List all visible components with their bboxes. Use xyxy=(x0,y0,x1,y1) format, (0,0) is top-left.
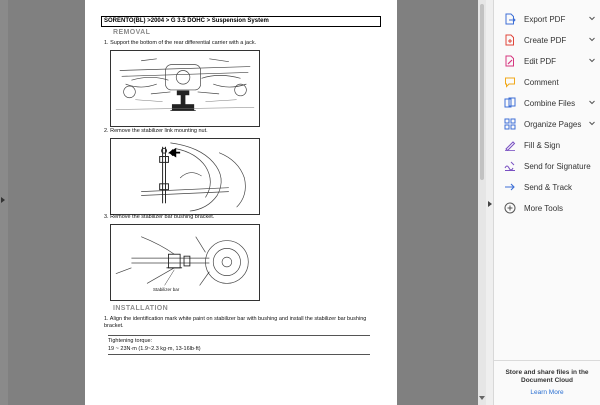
torque-label: Tightening torque: xyxy=(108,338,153,344)
tool-export-pdf[interactable] xyxy=(504,9,596,29)
tool-label: Create PDF xyxy=(524,35,567,45)
tool-combine-files[interactable] xyxy=(504,93,596,113)
more-tools-icon xyxy=(504,202,516,214)
chevron-down-icon[interactable] xyxy=(588,119,596,127)
tool-label: Send for Signature xyxy=(524,161,591,171)
tool-label: Export PDF xyxy=(524,14,566,24)
tool-send-for-signature[interactable] xyxy=(504,156,596,176)
tool-send-track[interactable] xyxy=(504,177,596,197)
combine-files-icon xyxy=(504,97,516,109)
installation-step-1: 1. Align the identification mark white paint on stabilizer bar with bushing and install the stabilizer bar bushing bracket. xyxy=(104,316,367,329)
organize-pages-icon xyxy=(504,118,516,130)
removal-heading: REMOVAL xyxy=(113,29,151,36)
pdf-page xyxy=(85,0,397,405)
tools-pane xyxy=(494,0,600,405)
fill-sign-icon xyxy=(504,139,516,151)
learn-more-link[interactable]: Learn More xyxy=(530,389,564,396)
scrollbar-thumb[interactable] xyxy=(480,4,484,180)
torque-top-divider xyxy=(108,335,370,336)
figure-stabilizer-link xyxy=(110,138,260,215)
tool-fill-sign[interactable] xyxy=(504,135,596,155)
removal-step-3: 3. Remove the stabilizer bar bushing bracket. xyxy=(104,214,215,220)
torque-value: 19 ~ 23N·m (1.9~2.3 kg·m, 13-16lb·ft) xyxy=(108,346,201,352)
tool-label: Comment xyxy=(524,77,559,87)
removal-step-1: 1. Support the bottom of the rear differential carrier with a jack. xyxy=(104,40,257,46)
expand-left-icon[interactable] xyxy=(1,197,5,203)
tool-label: Combine Files xyxy=(524,98,576,108)
figure-differential-jack xyxy=(110,50,260,127)
collapse-right-icon[interactable] xyxy=(488,201,492,207)
tools-pane-toggle[interactable] xyxy=(486,0,494,405)
installation-heading: INSTALLATION xyxy=(113,305,169,312)
tool-organize-pages[interactable] xyxy=(504,114,596,134)
tool-comment[interactable] xyxy=(504,72,596,92)
edit-pdf-icon xyxy=(504,55,516,67)
tool-label: Edit PDF xyxy=(524,56,557,66)
chevron-down-icon[interactable] xyxy=(588,35,596,43)
left-pane-toggle[interactable] xyxy=(0,0,8,405)
chevron-down-icon[interactable] xyxy=(588,56,596,64)
send-track-icon xyxy=(504,181,516,193)
chevron-down-icon[interactable] xyxy=(588,14,596,22)
figure-label-stabilizer-bar: Stabilizer bar xyxy=(153,287,180,292)
tool-create-pdf[interactable] xyxy=(504,30,596,50)
scroll-down-icon[interactable] xyxy=(479,396,485,400)
document-viewport xyxy=(8,0,478,405)
tool-label: Organize Pages xyxy=(524,119,582,129)
torque-bottom-divider xyxy=(108,354,370,355)
document-cloud-promo: Store and share files in the Document Cloud xyxy=(505,369,589,384)
export-pdf-icon xyxy=(504,13,516,25)
tool-label: Fill & Sign xyxy=(524,140,561,150)
document-scrollbar[interactable] xyxy=(478,0,486,405)
removal-step-2: 2. Remove the stabilizer link mounting nut. xyxy=(104,128,208,134)
tool-edit-pdf[interactable] xyxy=(504,51,596,71)
tool-label: Send & Track xyxy=(524,182,573,192)
chevron-down-icon[interactable] xyxy=(588,98,596,106)
pane-divider xyxy=(494,360,600,361)
tool-label: More Tools xyxy=(524,203,563,213)
comment-icon xyxy=(504,76,516,88)
create-pdf-icon xyxy=(504,34,516,46)
send-signature-icon xyxy=(504,160,516,172)
tool-more-tools[interactable] xyxy=(504,198,596,218)
breadcrumb: SORENTO(BL) >2004 > G 3.5 DOHC > Suspension System xyxy=(101,16,381,27)
figure-bushing-bracket xyxy=(110,224,260,301)
